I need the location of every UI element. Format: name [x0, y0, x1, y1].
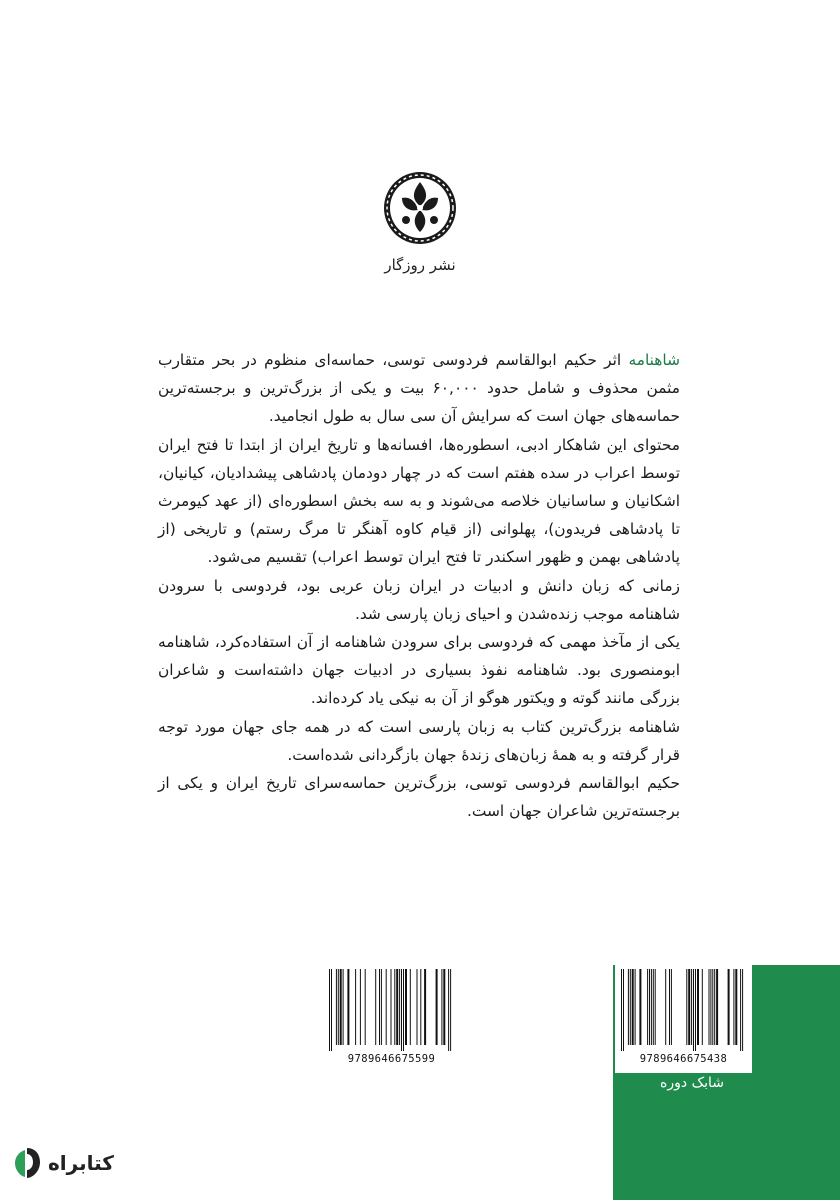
barcode-bar	[733, 969, 734, 1045]
barcode-bar	[665, 969, 666, 1045]
back-cover-blurb	[158, 346, 680, 825]
barcode-bar	[343, 969, 344, 1045]
barcode-bar	[710, 969, 711, 1045]
barcode-bar	[735, 969, 737, 1045]
barcode-bar	[635, 969, 636, 1045]
barcode-bars	[619, 969, 748, 1051]
barcode-bar	[394, 969, 395, 1045]
ketabrah-logo-icon	[12, 1146, 42, 1180]
barcode-bar	[375, 969, 376, 1045]
barcode-bar	[424, 969, 426, 1045]
barcode-bar	[697, 969, 699, 1045]
barcode-bar	[391, 969, 392, 1045]
barcode-bar	[671, 969, 672, 1045]
series-isbn-label: شابک دوره	[660, 1075, 724, 1091]
barcode-guard-bar	[621, 969, 622, 1051]
barcode-guard-bar	[693, 969, 694, 1051]
barcode-bar	[381, 969, 382, 1045]
isbn-barcode	[323, 965, 460, 1073]
barcode-guard-bar	[403, 969, 404, 1051]
barcode-bar	[669, 969, 670, 1045]
barcode-bar	[651, 969, 652, 1045]
barcode-bar	[396, 969, 398, 1045]
barcode-guard-bar	[331, 969, 332, 1051]
series-isbn-barcode	[615, 965, 752, 1073]
barcode-bar	[691, 969, 692, 1045]
barcode-bar	[714, 969, 715, 1045]
barcode-bar	[628, 969, 629, 1045]
barcode-bar	[436, 969, 438, 1045]
barcode-bar	[360, 969, 361, 1045]
barcode-bar	[336, 969, 337, 1045]
barcode-bar	[340, 969, 342, 1045]
ketabrah-watermark	[12, 1143, 114, 1183]
barcode-bar	[399, 969, 400, 1045]
barcode-guard-bar	[329, 969, 330, 1051]
barcode-bar	[365, 969, 366, 1045]
barcode-bar	[686, 969, 687, 1045]
barcode-bar	[355, 969, 356, 1045]
barcode-bar	[386, 969, 387, 1045]
publisher-block	[0, 168, 840, 274]
blurb-paragraph	[158, 346, 680, 431]
barcode-bar	[702, 969, 703, 1045]
book-title-highlight: شاهنامه	[628, 351, 680, 369]
publisher-name: نشر روزگار	[384, 256, 456, 274]
barcode-guard-bar	[695, 969, 696, 1051]
barcode-bar	[420, 969, 421, 1045]
barcode-bar	[347, 969, 349, 1045]
barcode-bar	[716, 969, 718, 1045]
blurb-paragraph: یکی از مآخذ مهمی که فردوسی برای سرودن شاهنامه از آن استفاده‌کرد، شاهنامه ابومنصوری بود. شاهنامه نفوذ بسیاری در ادبیات جهان داشته‌است و شاعران بزرگی مانند گوته و ویکتور هوگو از آن به نیکی یاد کرده‌اند.	[158, 633, 680, 708]
blurb-paragraph: زمانی که زبان دانش و ادبیات در ایران زبان عربی بود، فردوسی با سرودن شاهنامه موجب زنده‌شدن و احیای زبان پارسی شد.	[158, 576, 680, 623]
barcode-bar	[649, 969, 650, 1045]
barcode-bar	[405, 969, 407, 1045]
barcode-bar	[632, 969, 634, 1045]
isbn-number: 9789646675599	[347, 1053, 436, 1065]
barcode-bar	[338, 969, 339, 1045]
barcode-bar	[410, 969, 411, 1045]
barcode-guard-bar	[448, 969, 449, 1051]
barcode-guard-bar	[623, 969, 624, 1051]
barcode-bar	[639, 969, 641, 1045]
blurb-text: اثر حکیم ابوالقاسم فردوسی توسی، حماسه‌ای منظوم در بحر متقارب مثمن محذوف و شامل حدود ۶۰,۰۰۰ بیت و یکی از بزرگ‌ترین و برجسته‌ترین حماسه‌های جهان است که سرایش آن سی سال به طول انجامید.	[158, 351, 681, 426]
barcode-guard-bar	[401, 969, 402, 1051]
barcode-guard-bar	[450, 969, 451, 1051]
blurb-paragraph: شاهنامه بزرگ‌ترین کتاب به زبان پارسی است که در همه جای جهان مورد توجه قرار گرفته و به همهٔ زبان‌های زندهٔ جهان بازگردانی شده‌است.	[158, 717, 680, 764]
watermark-text: کتابراه	[48, 1151, 114, 1175]
blurb-paragraph: حکیم ابوالقاسم فردوسی توسی، بزرگ‌ترین حماسه‌سرای تاریخ ایران و یکی از برجسته‌ترین شاعران جهان است.	[158, 774, 680, 821]
barcode-guard-bar	[740, 969, 741, 1051]
barcode-bar	[443, 969, 445, 1045]
isbn-number: 9789646675438	[639, 1053, 728, 1065]
barcode-bar	[647, 969, 648, 1045]
barcode-bar	[728, 969, 730, 1045]
barcode-bar	[709, 969, 710, 1045]
barcode-bar	[417, 969, 418, 1045]
barcode-bar	[653, 969, 654, 1045]
blurb-paragraph: محتوای این شاهکار ادبی، اسطوره‌ها، افسانه‌ها و تاریخ ایران از ابتدا تا فتح ایران توسط اعراب در سده هفتم است که در چهار دودمان پادشاهی پیشدادیان، کیانیان، اشکانیان و ساسانیان خلاصه می‌شوند و به سه بخش اسطوره‌ای (از عهد کیومرث تا پادشاهی فریدون)، پهلوانی (از قیام کاوه آهنگر تا مرگ رستم) و تاریخی (از پادشاهی بهمن و ظهور اسکندر تا فتح ایران توسط اعراب) تقسیم می‌شود.	[158, 435, 680, 567]
barcode-bar	[630, 969, 631, 1045]
barcode-guard-bar	[742, 969, 743, 1051]
barcode-bar	[441, 969, 442, 1045]
barcode-bars	[327, 969, 456, 1051]
ornamental-floral-seal-icon	[380, 168, 460, 248]
barcode-bar	[379, 969, 380, 1045]
barcode-bar	[655, 969, 656, 1045]
barcode-bar	[712, 969, 713, 1045]
barcode-bar	[688, 969, 690, 1045]
